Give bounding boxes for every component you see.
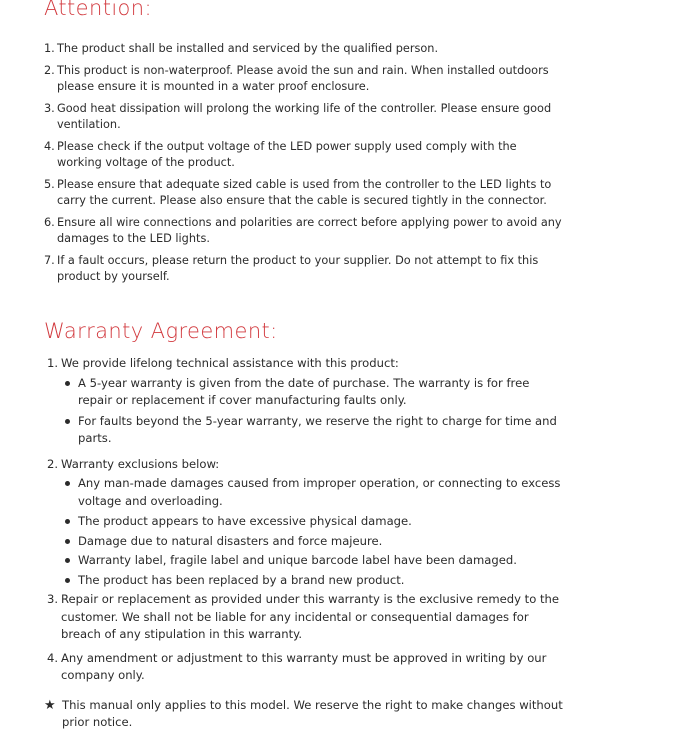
item-text: Good heat dissipation will prolong the working life of the controller. Please ensure good ventilation. bbox=[57, 101, 552, 131]
item-text: We provide lifelong technical assistance with this product: bbox=[61, 356, 399, 370]
warranty-item-3 bbox=[47, 591, 567, 644]
item-text: Ensure all wire connections and polarities are correct before applying power to avoid any damages to the LED lights. bbox=[57, 215, 562, 245]
item-number: 1. bbox=[44, 42, 55, 55]
item-number: 6. bbox=[44, 215, 55, 229]
bullet-text: Damage due to natural disasters and force majeure. bbox=[78, 533, 383, 548]
bullet-dot-icon bbox=[65, 381, 70, 386]
attention-item-5 bbox=[44, 177, 564, 210]
bullet-dot-icon bbox=[65, 419, 70, 424]
bullet-dot-icon bbox=[65, 519, 70, 524]
disclaimer-note bbox=[44, 697, 564, 731]
warranty-item-2 bbox=[47, 456, 567, 590]
attention-list bbox=[44, 41, 564, 291]
warranty-item-4 bbox=[47, 650, 567, 685]
bullet-item bbox=[61, 475, 567, 510]
item-text: Warranty exclusions below: bbox=[61, 456, 220, 471]
item-number: 4. bbox=[47, 650, 59, 665]
bullet-item bbox=[61, 413, 567, 448]
warranty-item-1 bbox=[47, 355, 567, 448]
attention-item-6 bbox=[44, 215, 564, 248]
bullet-item bbox=[61, 572, 567, 590]
item-number: 2. bbox=[47, 456, 59, 471]
bullet-text: Any man-made damages caused from improper operation, or connecting to excess voltage and overloading. bbox=[78, 476, 561, 508]
attention-item-3 bbox=[44, 101, 564, 134]
item-text: Please check if the output voltage of the LED power supply used comply with the working voltage of the product. bbox=[57, 139, 517, 169]
bullet-text: The product appears to have excessive physical damage. bbox=[78, 514, 412, 528]
bullet-dot-icon bbox=[65, 578, 70, 583]
warranty-sublist bbox=[61, 475, 567, 589]
attention-heading: Attention: bbox=[44, 0, 152, 20]
star-icon: ★ bbox=[44, 698, 56, 713]
attention-item-4 bbox=[44, 139, 564, 172]
bullet-text: The product has been replaced by a brand new product. bbox=[78, 572, 405, 587]
bullet-item bbox=[61, 513, 567, 531]
bullet-dot-icon bbox=[65, 558, 70, 563]
warranty-heading: Warranty Agreement: bbox=[44, 319, 278, 343]
warranty-list bbox=[47, 355, 567, 685]
item-text: Repair or replacement as provided under this warranty is the exclusive remedy to the customer. We shall not be liable for any incidental or consequential damages for breach of any stipulation in this warranty. bbox=[61, 592, 560, 641]
bullet-text: Warranty label, fragile label and unique barcode label have been damaged. bbox=[78, 553, 517, 567]
attention-item-2 bbox=[44, 63, 564, 96]
item-text: Any amendment or adjustment to this warranty must be approved in writing by our company only. bbox=[61, 650, 547, 682]
item-text: The product shall be installed and serviced by the qualified person. bbox=[57, 42, 439, 55]
bullet-item bbox=[61, 375, 567, 410]
attention-item-7 bbox=[44, 253, 564, 286]
item-number: 3. bbox=[44, 101, 55, 115]
bullet-text: For faults beyond the 5-year warranty, we reserve the right to charge for time and parts. bbox=[78, 413, 557, 445]
item-number: 2. bbox=[44, 63, 55, 77]
item-number: 7. bbox=[44, 253, 55, 267]
note-text: This manual only applies to this model. We reserve the right to make changes without prior notice. bbox=[62, 698, 563, 729]
bullet-item bbox=[61, 533, 567, 551]
item-number: 1. bbox=[47, 356, 59, 370]
item-number: 3. bbox=[47, 592, 59, 606]
bullet-dot-icon bbox=[65, 481, 70, 486]
attention-item-1 bbox=[44, 41, 564, 58]
item-text: If a fault occurs, please return the product to your supplier. Do not attempt to fix this product by yourself. bbox=[57, 253, 539, 283]
item-text: This product is non-waterproof. Please avoid the sun and rain. When installed outdoors please ensure it is mounted in a water proof enclosure. bbox=[57, 63, 549, 93]
bullet-text: A 5-year warranty is given from the date of purchase. The warranty is for free repair or replacement if cover manufacturing faults only. bbox=[78, 375, 530, 407]
item-number: 4. bbox=[44, 139, 55, 153]
item-text: Please ensure that adequate sized cable is used from the controller to the LED lights to carry the current. Please also ensure that the cable is secured tightly in the connector. bbox=[57, 177, 552, 207]
warranty-sublist bbox=[61, 375, 567, 448]
bullet-dot-icon bbox=[65, 539, 70, 544]
item-number: 5. bbox=[44, 177, 55, 191]
bullet-item bbox=[61, 552, 567, 570]
